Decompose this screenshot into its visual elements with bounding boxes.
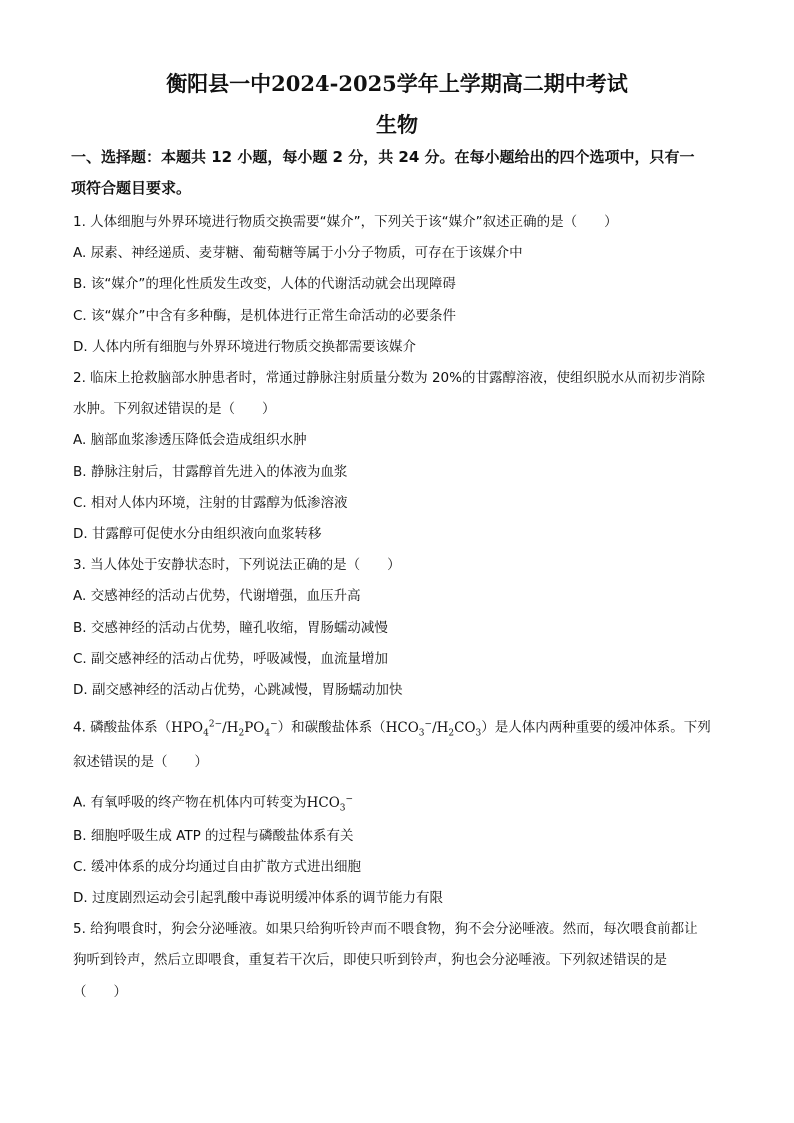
page-title: 衡阳县一中2024-2025学年上学期高二期中考试 [166, 71, 628, 96]
q4-option-d: D. 过度剧烈运动会引起乳酸中毒说明缓冲体系的调节能力有限 [73, 890, 443, 906]
q5-stem-line-2: 狗听到铃声，然后立即喂食，重复若干次后，即使只听到铃声，狗也会分泌唾液。下列叙述错误的是 [73, 952, 667, 968]
hpo4-formula [171, 719, 278, 739]
q4-option-a [73, 790, 733, 817]
q3-stem: 3. 当人体处于安静状态时，下列说法正确的是（ ） [73, 557, 401, 573]
q1-option-a: A. 尿素、神经递质、麦芽糖、葡萄糖等属于小分子物质，可存在于该媒介中 [73, 245, 523, 261]
q4-stem-line-1 [73, 715, 733, 742]
h2po4-charge: − [270, 719, 278, 729]
q5-stem-line-1: 5. 给狗喂食时，狗会分泌唾液。如果只给狗听铃声而不喂食物，狗不会分泌唾液。然而，每次喂食前都让 [73, 921, 698, 937]
h2po4-base: PO [244, 719, 265, 736]
q4-option-b: B. 细胞呼吸生成 ATP 的过程与磷酸盐体系有关 [73, 828, 354, 844]
q3-option-c: C. 副交感神经的活动占优势，呼吸减慢，血流量增加 [73, 651, 389, 667]
q2-stem-line-2: 水肿。下列叙述错误的是（ ） [73, 401, 276, 417]
q4-stem-middle: ）和碳酸盐体系（ [277, 719, 386, 736]
hco3-charge: − [424, 719, 433, 729]
q2-option-a: A. 脑部血浆渗透压降低会造成组织水肿 [73, 432, 307, 448]
q4-a-hco3-charge: − [345, 794, 354, 804]
hpo4-base: HPO [171, 719, 204, 736]
q2-stem-line-1: 2. 临床上抢救脑部水肿患者时，常通过静脉注射质量分数为 20%的甘露醇溶液，使组织脱水从而初步消除 [73, 370, 705, 386]
q4-option-c: C. 缓冲体系的成分均通过自由扩散方式进出细胞 [73, 859, 362, 875]
q4-option-a-text: A. 有氧呼吸的终产物在机体内可转变为 [73, 794, 307, 811]
hco3-subscript: 3 [418, 728, 425, 739]
section-heading-line-1: 一、选择题：本题共 12 小题，每小题 2 分，共 24 分。在每小题给出的四个选项中，只有一 [71, 148, 695, 166]
section-heading [71, 142, 731, 204]
h2co3-subscript: 3 [475, 728, 482, 739]
q3-option-b: B. 交感神经的活动占优势，瞳孔收缩，胃肠蠕动减慢 [73, 620, 388, 636]
q4-a-hco3-subscript: 3 [339, 803, 346, 814]
q4-stem-suffix: ）是人体内两种重要的缓冲体系。下列 [481, 719, 711, 736]
section-heading-line-2: 项符合题目要求。 [71, 179, 192, 197]
h2po4-subscript: 4 [264, 728, 271, 739]
hco3-formula [385, 719, 482, 739]
q4-stem-prefix: 4. 磷酸盐体系（ [73, 719, 172, 736]
q5-stem-line-3: （ ） [73, 984, 127, 1000]
q3-option-d: D. 副交感神经的活动占优势，心跳减慢，胃肠蠕动加快 [73, 682, 403, 698]
q1-option-d: D. 人体内所有细胞与外界环境进行物质交换都需要该媒介 [73, 339, 416, 355]
q4-stem-line-2: 叙述错误的是（ ） [73, 754, 208, 770]
q4-option-a-formula [306, 794, 354, 814]
h2co3-slash: /H [432, 719, 449, 736]
h2po4-slash: /H [222, 719, 239, 736]
q2-option-b: B. 静脉注射后，甘露醇首先进入的体液为血浆 [73, 464, 348, 480]
q1-option-c: C. 该“媒介”中含有多种酶，是机体进行正常生命活动的必要条件 [73, 308, 456, 324]
h2co3-base: CO [454, 719, 476, 736]
hpo4-charge: 2− [208, 719, 223, 729]
h2po4-h-subscript: 2 [238, 728, 245, 739]
h2co3-h-subscript: 2 [448, 728, 455, 739]
subject-title: 生物 [376, 112, 418, 137]
q2-option-d: D. 甘露醇可促使水分由组织液向血浆转移 [73, 526, 322, 542]
q1-option-b: B. 该“媒介”的理化性质发生改变，人体的代谢活动就会出现障碍 [73, 276, 456, 292]
q3-option-a: A. 交感神经的活动占优势，代谢增强，血压升高 [73, 588, 361, 604]
q1-stem: 1. 人体细胞与外界环境进行物质交换需要“媒介”，下列关于该“媒介”叙述正确的是（ ） [73, 214, 618, 230]
hco3-base: HCO [385, 719, 419, 736]
q2-option-c: C. 相对人体内环境，注射的甘露醇为低渗溶液 [73, 495, 348, 511]
hpo4-subscript: 4 [203, 728, 209, 739]
q4-a-hco3-base: HCO [306, 794, 340, 811]
